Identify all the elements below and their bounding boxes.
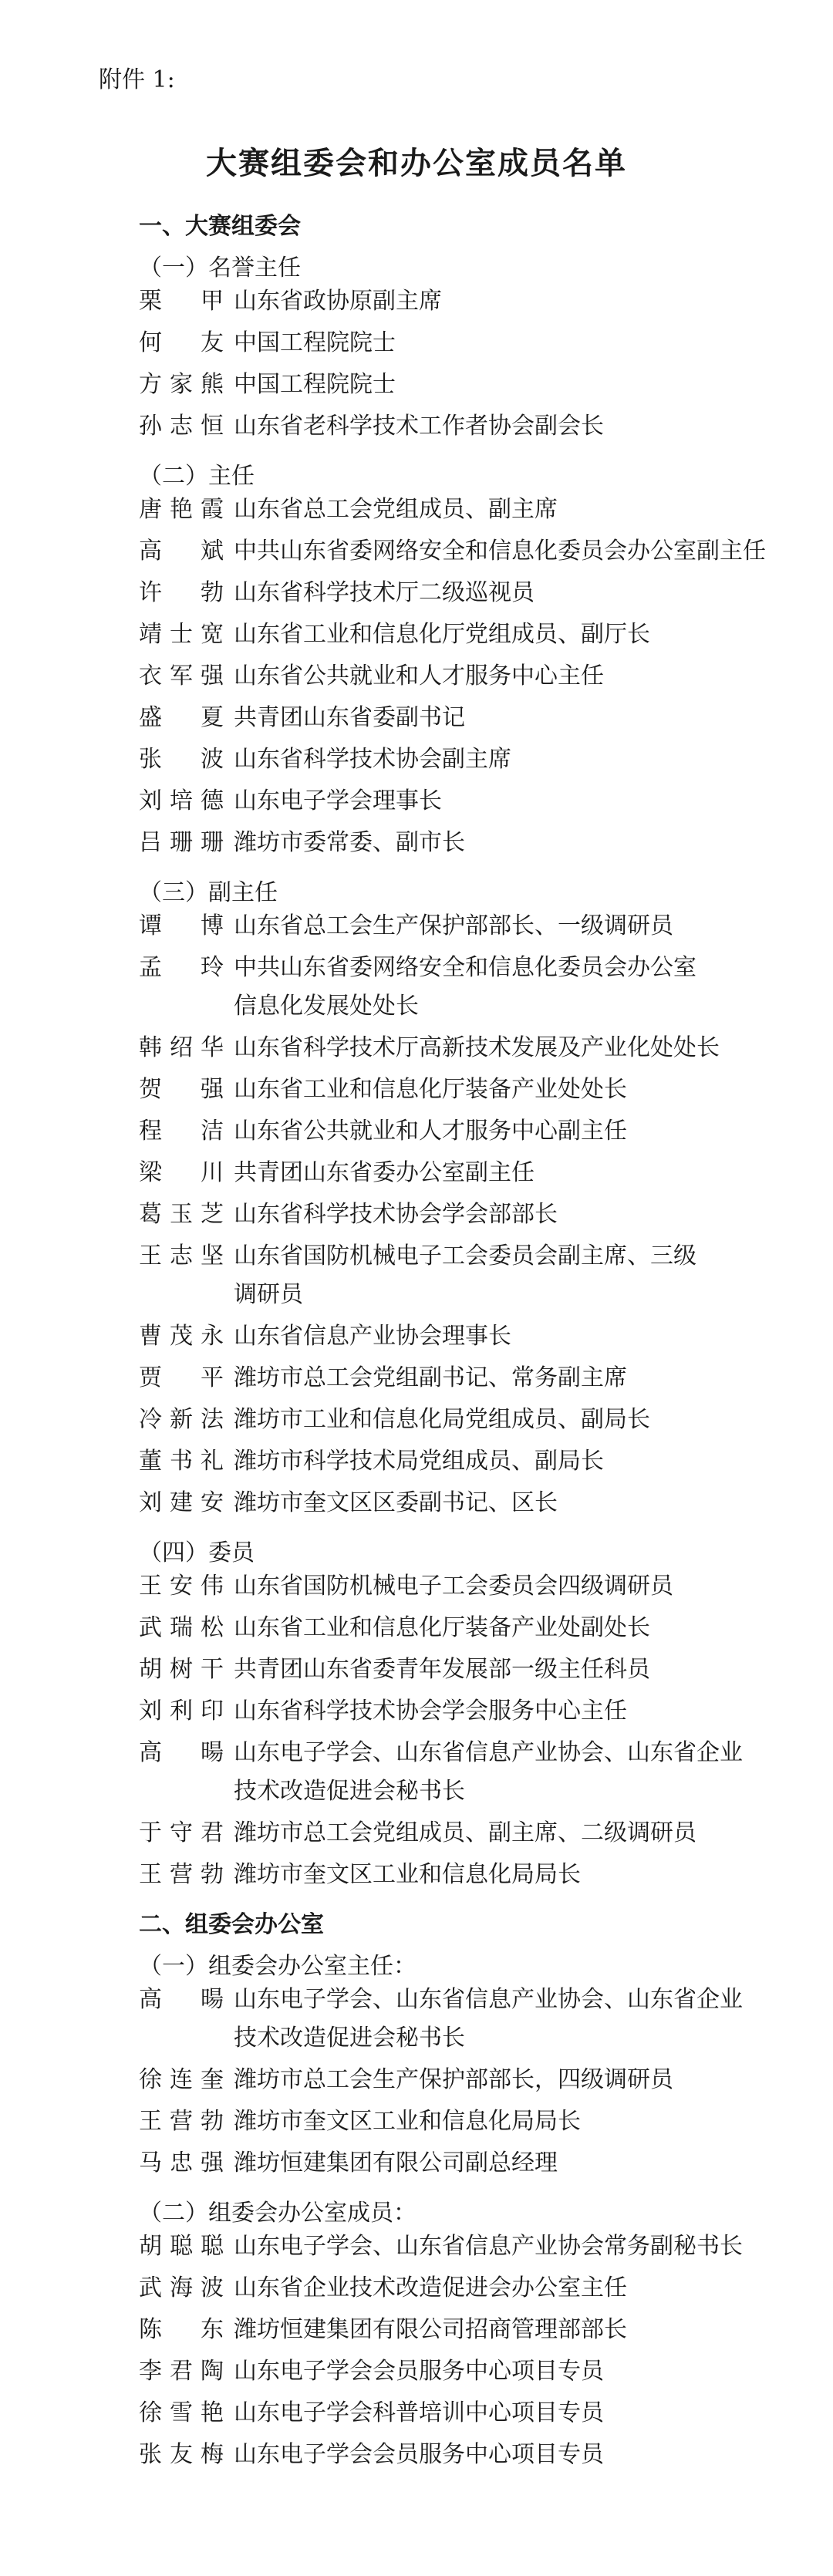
member-name: 韩 绍 华	[139, 1034, 224, 1061]
member-name: 盛 夏	[139, 704, 224, 731]
member-name: 吕 珊 珊	[139, 829, 224, 856]
member-name: 王 志 坚	[139, 1242, 224, 1269]
member-role: 潍坊市总工会生产保护部部长，四级调研员	[234, 2066, 673, 2093]
member-role: 潍坊恒建集团有限公司招商管理部部长	[234, 2316, 627, 2343]
member-name: 程 洁	[139, 1118, 224, 1145]
member-role: 山东省政协原副主席	[234, 288, 442, 315]
member-name: 胡 聪 聪	[139, 2233, 224, 2260]
member-role: 山东省信息产业协会理事长	[234, 1323, 511, 1350]
member-role: 潍坊市科学技术局党组成员、副局长	[234, 1448, 604, 1475]
member-role: 山东省科学技术协会副主席	[234, 746, 511, 773]
member-role: 潍坊市奎文区工业和信息化局局长	[234, 1861, 581, 1888]
group-label: （一）名誉主任	[139, 255, 301, 282]
member-name: 董 书 礼	[139, 1448, 224, 1475]
member-name: 靖 士 宽	[139, 621, 224, 648]
member-name: 于 守 君	[139, 1819, 224, 1846]
member-name: 贾 平	[139, 1364, 224, 1391]
member-name: 孟 玲	[139, 954, 224, 981]
member-name: 王 营 勃	[139, 1861, 224, 1888]
group-label: （三）副主任	[139, 879, 278, 906]
member-name: 栗 甲	[139, 288, 224, 315]
member-name: 何 友	[139, 329, 224, 356]
member-role: 山东省工业和信息化厅党组成员、副厅长	[234, 621, 650, 648]
member-role: 潍坊恒建集团有限公司副总经理	[234, 2149, 558, 2176]
member-role: 中国工程院院士	[234, 329, 396, 356]
member-role: 共青团山东省委办公室副主任	[234, 1159, 535, 1186]
attachment-label: 附件 1:	[99, 66, 175, 93]
member-name: 唐 艳 霞	[139, 496, 224, 523]
member-name: 葛 玉 芝	[139, 1201, 224, 1228]
member-name: 陈 东	[139, 2316, 224, 2343]
member-role: 山东省工业和信息化厅装备产业处副处长	[234, 1614, 650, 1641]
member-role: 山东电子学会、山东省信息产业协会、山东省企业	[234, 1986, 743, 2013]
group-label: （一）组委会办公室主任：	[139, 1953, 416, 1980]
member-role: 山东省国防机械电子工会委员会副主席、三级	[234, 1242, 696, 1269]
member-role: 山东省总工会党组成员、副主席	[234, 496, 558, 523]
member-name: 高 暘	[139, 1986, 224, 2013]
member-role: 山东省公共就业和人才服务中心主任	[234, 663, 604, 690]
member-role-continued: 信息化发展处处长	[234, 993, 419, 1020]
member-role: 中共山东省委网络安全和信息化委员会办公室副主任	[234, 538, 766, 565]
group-label: （四）委员	[139, 1539, 255, 1566]
member-role: 潍坊市委常委、副市长	[234, 829, 465, 856]
member-role: 山东省总工会生产保护部部长、一级调研员	[234, 912, 673, 939]
member-role: 潍坊市总工会党组副书记、常务副主席	[234, 1364, 627, 1391]
member-name: 谭 博	[139, 912, 224, 939]
member-role-continued: 调研员	[234, 1281, 303, 1308]
member-role: 山东省老科学技术工作者协会副会长	[234, 413, 604, 440]
member-name: 许 勃	[139, 579, 224, 606]
member-name: 衣 军 强	[139, 663, 224, 690]
member-role: 潍坊市工业和信息化局党组成员、副局长	[234, 1406, 650, 1433]
member-role: 山东省工业和信息化厅装备产业处处长	[234, 1076, 627, 1103]
member-role: 山东省科学技术厅高新技术发展及产业化处处长	[234, 1034, 720, 1061]
member-role: 潍坊市奎文区区委副书记、区长	[234, 1489, 558, 1516]
member-name: 冷 新 法	[139, 1406, 224, 1433]
group-label: （二）组委会办公室成员：	[139, 2200, 416, 2227]
member-name: 马 忠 强	[139, 2149, 224, 2176]
member-role: 山东电子学会会员服务中心项目专员	[234, 2358, 604, 2385]
member-role: 山东省公共就业和人才服务中心副主任	[234, 1118, 627, 1145]
member-role: 山东电子学会科普培训中心项目专员	[234, 2399, 604, 2426]
member-name: 刘 建 安	[139, 1489, 224, 1516]
member-role: 山东电子学会、山东省信息产业协会常务副秘书长	[234, 2233, 743, 2260]
page-title: 大赛组委会和办公室成员名单	[206, 145, 627, 181]
member-name: 王 营 勃	[139, 2108, 224, 2135]
group-label: （二）主任	[139, 463, 255, 490]
member-role: 山东省科学技术协会学会部部长	[234, 1201, 558, 1228]
member-name: 方 家 熊	[139, 371, 224, 398]
member-role: 山东省国防机械电子工会委员会四级调研员	[234, 1573, 673, 1600]
member-name: 刘 利 印	[139, 1698, 224, 1725]
member-name: 胡 树 干	[139, 1656, 224, 1683]
member-role-continued: 技术改造促进会秘书长	[234, 1778, 465, 1805]
member-role: 中共山东省委网络安全和信息化委员会办公室	[234, 954, 696, 981]
member-role: 山东省科学技术厅二级巡视员	[234, 579, 535, 606]
member-role: 潍坊市奎文区工业和信息化局局长	[234, 2108, 581, 2135]
member-role: 山东电子学会理事长	[234, 787, 442, 814]
member-name: 徐 雪 艳	[139, 2399, 224, 2426]
section-heading: 二、组委会办公室	[139, 1911, 324, 1938]
member-name: 高 斌	[139, 538, 224, 565]
member-name: 孙 志 恒	[139, 413, 224, 440]
member-name: 张 波	[139, 746, 224, 773]
member-name: 徐 连 奎	[139, 2066, 224, 2093]
member-name: 武 瑞 松	[139, 1614, 224, 1641]
member-role: 共青团山东省委青年发展部一级主任科员	[234, 1656, 650, 1683]
member-name: 刘 培 德	[139, 787, 224, 814]
member-role-continued: 技术改造促进会秘书长	[234, 2025, 465, 2052]
member-role: 山东电子学会、山东省信息产业协会、山东省企业	[234, 1739, 743, 1766]
member-name: 李 君 陶	[139, 2358, 224, 2385]
member-role: 山东省企业技术改造促进会办公室主任	[234, 2274, 627, 2301]
member-role: 中国工程院院士	[234, 371, 396, 398]
member-role: 山东电子学会会员服务中心项目专员	[234, 2441, 604, 2468]
member-name: 武 海 波	[139, 2274, 224, 2301]
member-role: 共青团山东省委副书记	[234, 704, 465, 731]
member-name: 曹 茂 永	[139, 1323, 224, 1350]
member-name: 梁 川	[139, 1159, 224, 1186]
member-name: 贺 强	[139, 1076, 224, 1103]
section-heading: 一、大赛组委会	[139, 213, 301, 240]
member-role: 潍坊市总工会党组成员、副主席、二级调研员	[234, 1819, 696, 1846]
member-name: 王 安 伟	[139, 1573, 224, 1600]
member-role: 山东省科学技术协会学会服务中心主任	[234, 1698, 627, 1725]
member-name: 高 暘	[139, 1739, 224, 1766]
member-name: 张 友 梅	[139, 2441, 224, 2468]
